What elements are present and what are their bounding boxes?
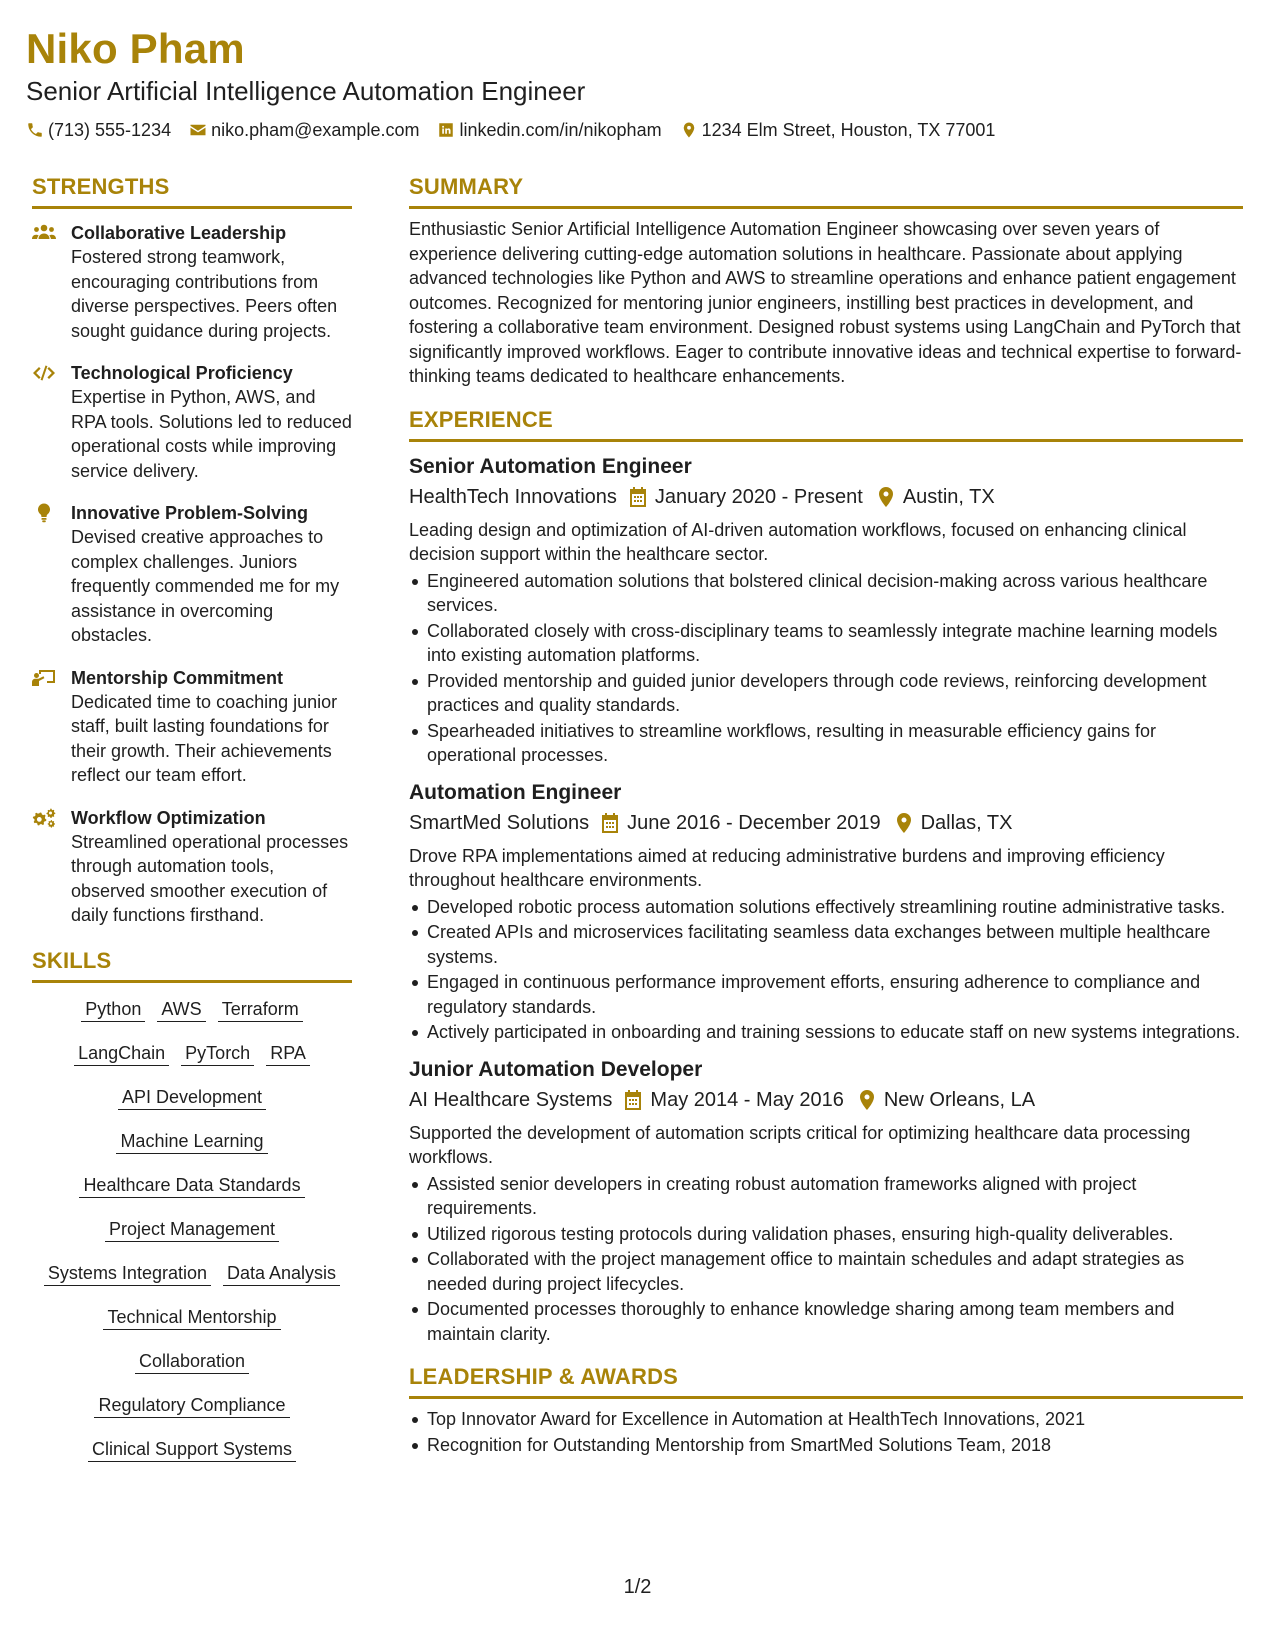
skill-tag: PyTorch (181, 1041, 254, 1066)
strength-title: Collaborative Leadership (71, 223, 287, 243)
contact-email[interactable] (189, 118, 419, 142)
calendar-icon (624, 1090, 642, 1110)
calendar-icon (629, 487, 647, 507)
job-bullet: Provided mentorship and guided junior developers through code reviews, reinforcing development practices and quality standards. (409, 669, 1243, 718)
job-description: Drove RPA implementations aimed at reducing administrative burdens and improving efficiency throughout healthcare environments. (409, 845, 1165, 890)
job-bullet: Utilized rigorous testing protocols during validation phases, ensuring high-quality deliverables. (409, 1222, 1243, 1247)
skill-row (32, 1129, 352, 1154)
job-bullets (409, 1172, 1243, 1347)
skill-tag: Collaboration (135, 1349, 249, 1374)
job-title: Junior Automation Developer (409, 1057, 703, 1081)
skill-row (32, 1393, 352, 1418)
job-bullet: Collaborated with the project management office to maintain schedules and adapt strategies as needed during project lifecycles. (409, 1247, 1243, 1296)
award-item: Recognition for Outstanding Mentorship from SmartMed Solutions Team, 2018 (409, 1433, 1243, 1458)
address-text: 1234 Elm Street, Houston, TX 77001 (701, 120, 996, 140)
skill-tag: Python (81, 997, 145, 1022)
job-company: SmartMed Solutions (409, 811, 590, 834)
strength-title: Technological Proficiency (71, 363, 293, 383)
skill-tag: Healthcare Data Standards (79, 1173, 304, 1198)
job-dates: January 2020 - Present (654, 485, 863, 508)
strength-desc: Dedicated time to coaching junior staff, built lasting foundations for their growth. Their achievements reflect our team effort. (71, 691, 338, 785)
email-text[interactable]: niko.pham@example.com (211, 120, 420, 140)
strength-title: Workflow Optimization (71, 807, 266, 828)
code-icon (32, 363, 56, 383)
summary-text: Enthusiastic Senior Artificial Intelligence Automation Engineer showcasing over seven years of experience delivering cutting-edge automation solutions in healthcare. Passionate about applying advanced technologies like Python and AWS to streamline operations and enhance patient engagement outcomes. Recognized for mentoring junior engineers, instilling best practices in development, and fostering a collaborative team environment. Designed robust systems using LangChain and PyTorch that significantly improved workflows. Eager to contribute innovative ideas and technical expertise to forward-thinking teams dedicated to healthcare enhancements. (409, 219, 1242, 386)
job-location: Austin, TX (902, 485, 995, 508)
job-meta (409, 808, 1243, 838)
job-company: AI Healthcare Systems (409, 1088, 613, 1111)
skill-tag: AWS (157, 997, 205, 1022)
job-location: New Orleans, LA (883, 1088, 1036, 1111)
gears-icon (32, 808, 56, 828)
strength-item (32, 501, 352, 648)
job-company: HealthTech Innovations (409, 485, 617, 508)
experience-heading: EXPERIENCE (409, 406, 553, 432)
users-icon (32, 223, 56, 243)
strength-item (32, 806, 352, 928)
skill-tag: LangChain (74, 1041, 169, 1066)
page-number: 1/2 (623, 1576, 652, 1598)
contact-bar (26, 118, 1246, 142)
skill-row (32, 1437, 352, 1462)
job-bullet: Engaged in continuous performance improvement efforts, ensuring adherence to compliance and regulatory standards. (409, 970, 1243, 1019)
job-bullet: Created APIs and microservices facilitating seamless data exchanges between multiple healthcare systems. (409, 920, 1243, 969)
job-title: Automation Engineer (409, 780, 622, 804)
awards-divider (409, 1396, 1243, 1399)
award-item: Top Innovator Award for Excellence in Automation at HealthTech Innovations, 2021 (409, 1407, 1243, 1432)
job-dates: May 2014 - May 2016 (650, 1088, 844, 1111)
job-location: Dallas, TX (920, 811, 1013, 834)
skill-tag: API Development (118, 1085, 266, 1110)
strength-title: Innovative Problem-Solving (71, 503, 309, 523)
skill-tag: Data Analysis (223, 1261, 340, 1286)
job-bullet: Spearheaded initiatives to streamline workflows, resulting in measurable efficiency gains for operational processes. (409, 719, 1243, 768)
skills-divider (32, 980, 352, 983)
strength-item (32, 666, 352, 788)
job-entry (409, 1055, 1243, 1347)
job-meta (409, 482, 1243, 512)
skill-tag: Clinical Support Systems (88, 1437, 296, 1462)
linkedin-text[interactable]: linkedin.com/in/nikopham (459, 120, 662, 140)
job-entry (409, 452, 1243, 768)
location-pin-icon (877, 487, 895, 507)
awards-list (409, 1407, 1243, 1457)
skill-row (32, 1305, 352, 1330)
lightbulb-icon (32, 503, 56, 523)
right-column (409, 172, 1243, 1458)
skill-tag: Terraform (218, 997, 303, 1022)
job-bullets (409, 569, 1243, 768)
left-column (32, 172, 352, 1481)
skills-list (32, 997, 352, 1462)
resume-header (26, 24, 1246, 142)
job-bullet: Assisted senior developers in creating robust automation frameworks aligned with project requirements. (409, 1172, 1243, 1221)
experience-divider (409, 439, 1243, 442)
skill-tag: Project Management (105, 1217, 279, 1242)
strength-title: Mentorship Commitment (71, 667, 284, 688)
contact-address (680, 118, 996, 142)
calendar-icon (601, 813, 619, 833)
job-description: Leading design and optimization of AI-driven automation workflows, focused on enhancing clinical decision support within the healthcare sector. (409, 519, 1187, 564)
job-dates: June 2016 - December 2019 (627, 811, 881, 834)
contact-linkedin[interactable] (437, 118, 661, 142)
skill-tag: Systems Integration (44, 1261, 211, 1286)
job-bullet: Developed robotic process automation solutions effectively streamlining routine administrative tasks. (409, 895, 1243, 920)
skill-row (32, 997, 352, 1022)
job-bullet: Documented processes thoroughly to enhance knowledge sharing among team members and maintain clarity. (409, 1297, 1243, 1346)
skill-tag: Machine Learning (116, 1129, 267, 1154)
skill-tag: Regulatory Compliance (94, 1393, 289, 1418)
contact-phone (26, 118, 171, 142)
skills-heading: SKILLS (32, 947, 112, 973)
strength-desc: Expertise in Python, AWS, and RPA tools. Solutions led to reduced operational costs while improving service delivery. (71, 387, 352, 481)
location-pin-icon (680, 121, 698, 139)
strength-desc: Streamlined operational processes through automation tools, observed smoother execution of daily functions firsthand. (71, 831, 349, 925)
job-meta (409, 1085, 1243, 1115)
job-entry (409, 778, 1243, 1045)
phone-icon (26, 121, 44, 139)
candidate-name: Niko Pham (26, 25, 245, 72)
awards-heading: LEADERSHIP & AWARDS (409, 1364, 679, 1389)
strength-item (32, 361, 352, 483)
job-bullet: Engineered automation solutions that bolstered clinical decision-making across various healthcare services. (409, 569, 1243, 618)
skill-tag: Technical Mentorship (103, 1305, 280, 1330)
job-description: Supported the development of automation scripts critical for optimizing healthcare data processing workflows. (409, 1122, 1191, 1167)
skill-row (32, 1349, 352, 1374)
skill-row (32, 1173, 352, 1198)
summary-heading: SUMMARY (409, 174, 524, 199)
job-bullets (409, 895, 1243, 1045)
location-pin-icon (895, 813, 913, 833)
strengths-divider (32, 206, 352, 209)
job-bullet: Actively participated in onboarding and training sessions to educate staff on new systems integrations. (409, 1020, 1243, 1045)
location-pin-icon (858, 1090, 876, 1110)
strength-desc: Fostered strong teamwork, encouraging contributions from diverse perspectives. Peers often sought guidance during projects. (71, 247, 338, 341)
strengths-list (32, 221, 352, 928)
job-bullet: Collaborated closely with cross-disciplinary teams to seamlessly integrate machine learning models into existing automation platforms. (409, 619, 1243, 668)
strengths-heading: STRENGTHS (32, 174, 170, 199)
skill-row (32, 1261, 352, 1286)
skill-row (32, 1217, 352, 1242)
skill-row (32, 1085, 352, 1110)
phone-text: (713) 555-1234 (48, 120, 172, 140)
skill-tag: RPA (266, 1041, 310, 1066)
teacher-icon (32, 668, 56, 688)
linkedin-icon (437, 121, 455, 139)
envelope-icon (189, 121, 207, 139)
candidate-role: Senior Artificial Intelligence Automation Engineer (26, 76, 586, 106)
job-title: Senior Automation Engineer (409, 454, 692, 478)
summary-divider (409, 206, 1243, 209)
strength-desc: Devised creative approaches to complex challenges. Juniors frequently commended me for my assistance in overcoming obstacles. (71, 527, 340, 645)
strength-item (32, 221, 352, 343)
skill-row (32, 1041, 352, 1066)
